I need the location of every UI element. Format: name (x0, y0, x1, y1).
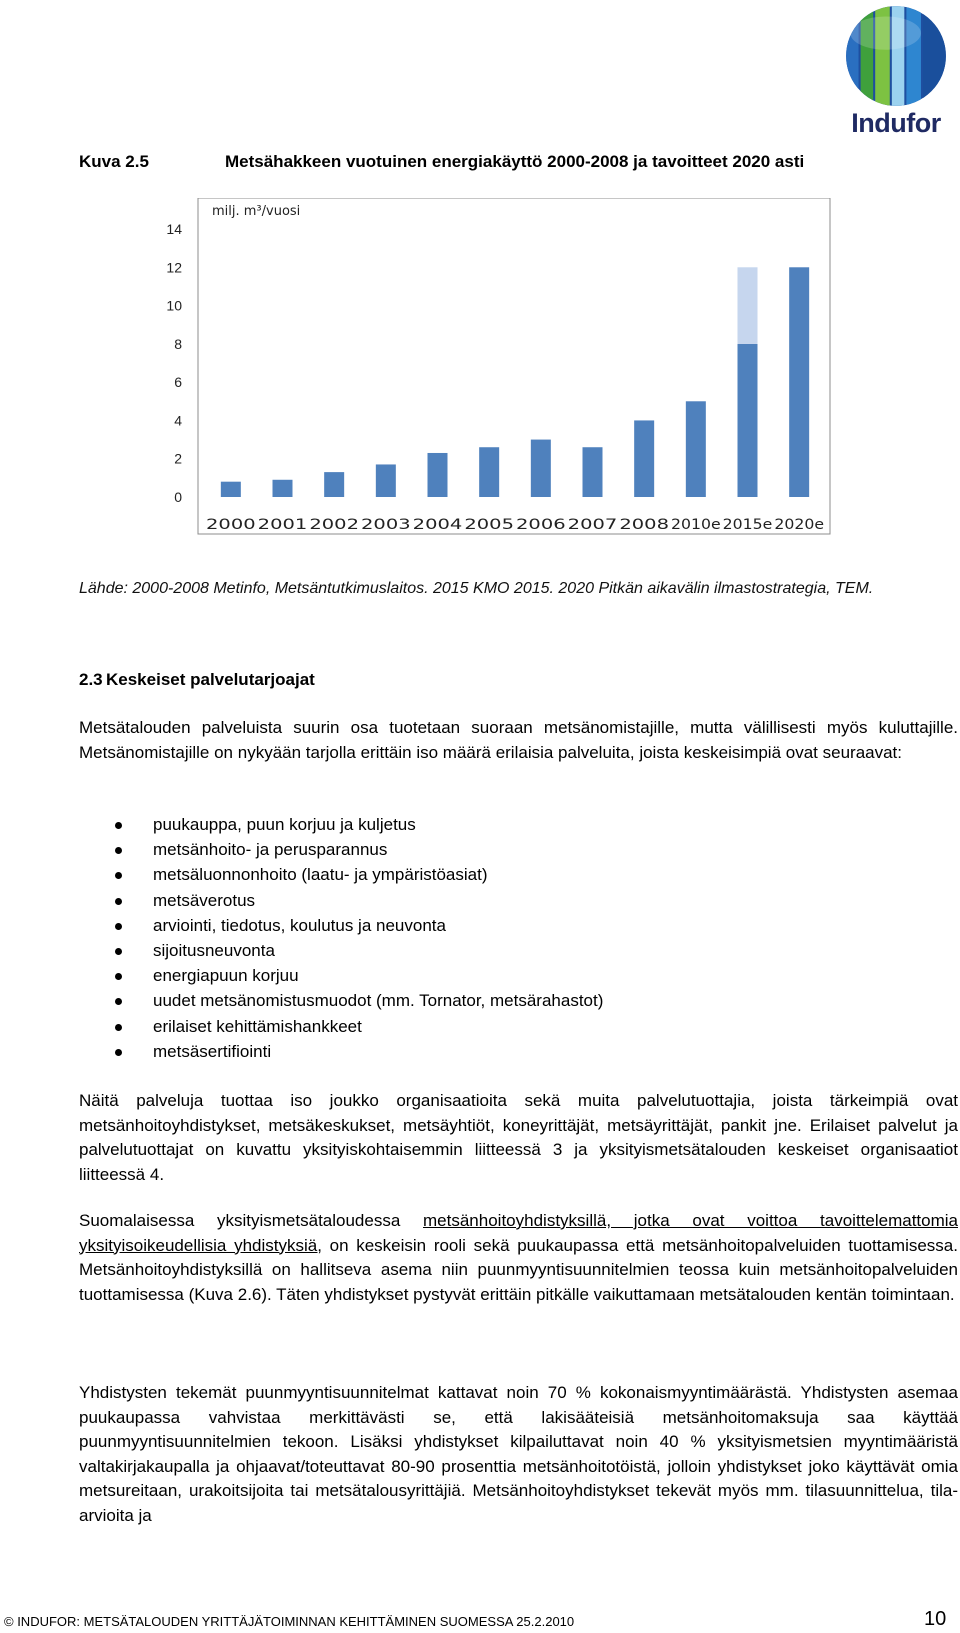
paragraph-3 (79, 1209, 958, 1307)
list-item-text: uudet metsänomistusmuodot (mm. Tornator, metsärahastot) (153, 991, 604, 1011)
section-number: 2.3 (79, 670, 103, 689)
x-tick-label: 2010e (671, 517, 721, 533)
list-item-text: metsäverotus (153, 890, 256, 910)
globe-logo-icon (844, 4, 948, 108)
bar (634, 420, 654, 497)
list-item-text: erilaiset kehittämishankkeet (153, 1016, 362, 1036)
bullet-icon (115, 973, 122, 980)
bar (376, 464, 396, 497)
bullet-icon (115, 1049, 122, 1056)
x-tick-label: 2005 (464, 517, 514, 533)
section-title: Keskeiset palvelutarjoajat (106, 670, 315, 689)
paragraph-3-underlined: metsänhoitoyhdistyksillä, jotka ovat voittoa tavoittelemattomia yksityisoikeudellisia yhdistyksiä, (79, 1211, 958, 1255)
bar (583, 447, 603, 497)
list-item (79, 812, 939, 837)
list-item (79, 1014, 939, 1039)
list-item-text: arviointi, tiedotus, koulutus ja neuvonta (153, 915, 446, 935)
paragraph-3-end: on keskeisin rooli sekä puukaupassa että metsänhoitopalveluiden tuottamisessa. Metsänhoitoyhdistyksillä on hallitseva asema niin puunmyyntisuunnitelmien teossa kuin metsänhoitopalveluiden tuottamisessa (Kuva 2.6). Täten yhdistykset pystyvät erittäin pitkälle vaikuttamaan metsätalouden kentän toimintaan. (79, 1235, 958, 1304)
indufor-logo (838, 4, 954, 138)
list-item (79, 988, 939, 1013)
bullet-icon (115, 898, 122, 905)
x-tick-label: 2003 (361, 517, 411, 533)
bar (479, 447, 499, 497)
y-tick-label: 14 (166, 221, 182, 237)
y-tick-label: 10 (166, 297, 182, 314)
bar-chart (160, 198, 880, 558)
bar (686, 401, 706, 497)
x-tick-label: 2007 (567, 517, 618, 533)
paragraph-2: Näitä palveluja tuottaa iso joukko organisaatioita sekä muita palvelutuottajia, joista tärkeimpiä ovat metsänhoitoyhdistykset, metsäkeskukset, metsäyhtiöt, koneyrittäjät, metsäyrittäjät, pankit jne. Erilaiset palvelut ja palvelutuottajat on kuvattu yksityiskohtaisemmin liitteessä 3 ja yksityismetsätalouden keskeiset organisaatiot liitteessä 4. (79, 1091, 958, 1184)
y-tick-label: 4 (174, 412, 182, 429)
bullet-icon (115, 822, 122, 829)
bullet-icon (115, 923, 122, 930)
bullet-icon (115, 998, 122, 1005)
x-tick-label: 2002 (309, 517, 359, 533)
y-tick-label: 8 (174, 335, 182, 352)
figure-title: Metsähakkeen vuotuinen energiakäyttö 2000-2008 ja tavoitteet 2020 asti (225, 152, 805, 171)
list-item (79, 862, 939, 887)
y-tick-label: 12 (166, 259, 182, 276)
list-item (79, 938, 939, 963)
bullet-icon (115, 872, 122, 879)
x-tick-label: 2006 (516, 517, 566, 533)
x-tick-label: 2020e (774, 517, 825, 533)
bar (428, 453, 448, 497)
bullet-icon (115, 948, 122, 955)
list-item (79, 963, 939, 988)
bullet-icon (115, 1024, 122, 1031)
paragraph-3-start: Suomalaisessa yksityismetsätaloudessa (79, 1211, 424, 1230)
x-tick-label: 2000 (206, 517, 256, 533)
bar (273, 480, 293, 497)
bar (789, 267, 809, 497)
bullet-icon (115, 847, 122, 854)
list-item (79, 837, 939, 862)
list-item-text: metsäluonnonhoito (laatu- ja ympäristöasiat) (153, 865, 488, 885)
bar (531, 440, 551, 497)
figure-source: Lähde: 2000-2008 Metinfo, Metsäntutkimuslaitos. 2015 KMO 2015. 2020 Pitkän aikavälin ilmastostrategia, TEM. (79, 580, 874, 597)
list-item-text: metsäsertifiointi (153, 1041, 272, 1061)
y-tick-label: 6 (174, 374, 182, 391)
y-tick-label: 0 (174, 489, 182, 505)
list-item-text: energiapuun korjuu (153, 966, 299, 986)
figure-number: Kuva 2.5 (79, 152, 149, 171)
list-item (79, 888, 939, 913)
paragraph-1: Metsätalouden palveluista suurin osa tuotetaan suoraan metsänomistajille, mutta välillisesti myös kuluttajille. Metsänomistajille on nykyään tarjolla erittäin iso määrä erilaisia palveluita, joista keskeisimpiä ovat seuraavat: (79, 718, 958, 762)
y-axis-label: milj. m³/vuosi (212, 204, 301, 219)
bar (738, 344, 758, 497)
list-item (79, 913, 939, 938)
bar (221, 482, 241, 497)
chart-frame (198, 198, 830, 534)
x-tick-label: 2008 (619, 517, 669, 533)
y-tick-label: 2 (174, 450, 182, 467)
paragraph-4: Yhdistysten tekemät puunmyyntisuunnitelmat kattavat noin 70 % kokonaismyyntimäärästä. Yhdistysten asemaa puukaupassa vahvistaa merkittävästi se, että lakisääteisiä metsänhoitomaksuja saa käyttää puunmyyntisuunnitelmien tekoon. Lisäksi yhdistykset kilpailuttavat noin 40 % yksityismetsien myyntimääristä valtakirjakaupalla ja ohjaavat/toteuttavat 80-90 prosenttia metsänhoitotöistä, jolloin yhdistykset joko käyttävät omia metsureitaan, urakoitsijoita tai metsätalousyrittäjiä. Metsänhoitoyhdistykset tekevät myös mm. tilasuunnittelua, tila-arvioita ja (79, 1383, 958, 1525)
bar-target-segment (738, 267, 758, 344)
list-item-text: puukauppa, puun korjuu ja kuljetus (153, 815, 416, 834)
footer-text: © INDUFOR: METSÄTALOUDEN YRITTÄJÄTOIMINNAN KEHITTÄMINEN SUOMESSA 25.2.2010 (4, 1614, 575, 1629)
list-item-text: sijoitusneuvonta (153, 940, 275, 960)
services-list (79, 812, 939, 1064)
list-item (79, 1039, 939, 1064)
list-item-text: metsänhoito- ja perusparannus (153, 840, 388, 860)
bar (324, 472, 344, 497)
x-tick-label: 2015e (722, 517, 773, 533)
x-tick-label: 2004 (412, 517, 463, 533)
x-tick-label: 2001 (257, 517, 308, 533)
page-number: 10 (924, 1608, 947, 1630)
logo-text: Indufor (851, 108, 941, 138)
